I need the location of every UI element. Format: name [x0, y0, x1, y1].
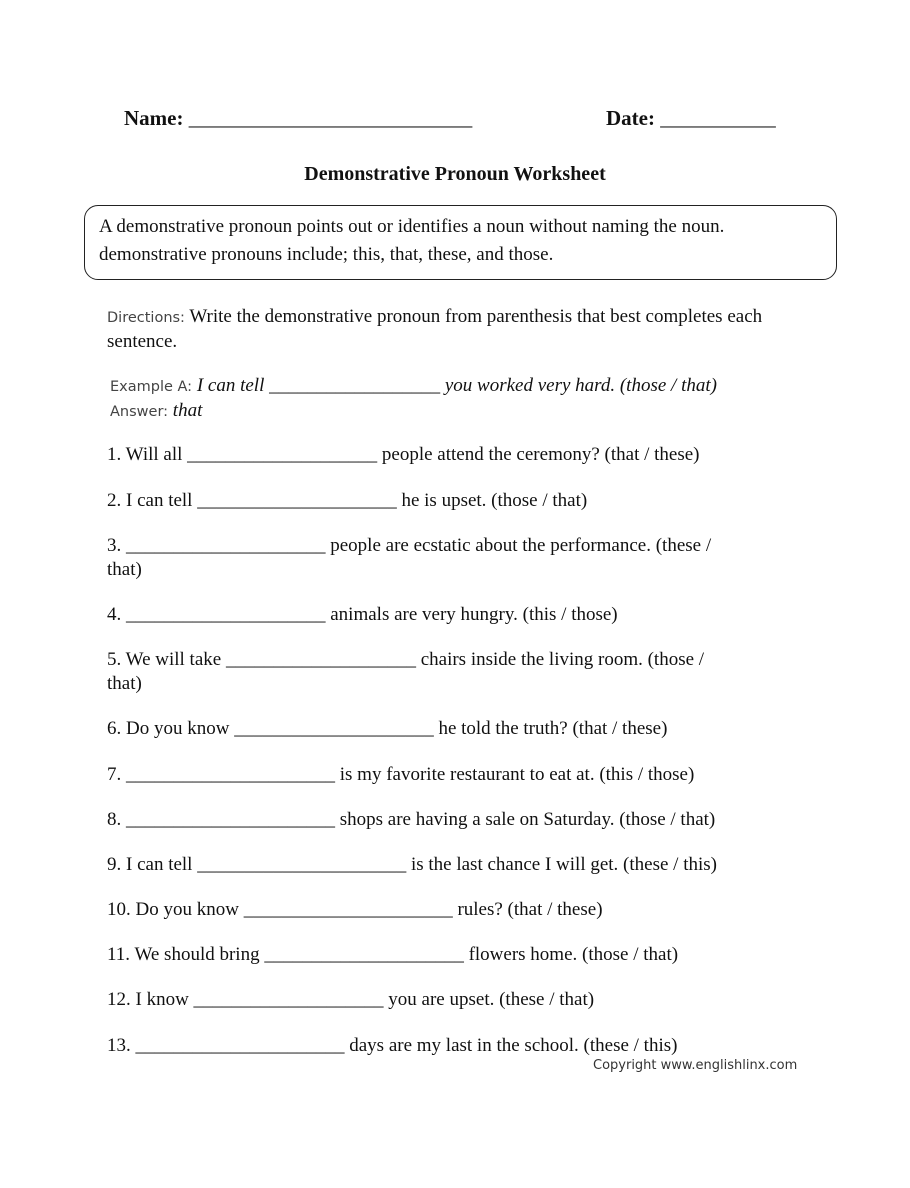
directions — [107, 305, 787, 354]
question-text: 13. ______________________ days are my last in the school. (these / this) — [107, 1035, 678, 1056]
answer-value: that — [172, 400, 203, 421]
question-text: 3. _____________________ people are ecstatic about the performance. (these / — [107, 535, 712, 556]
question-13[interactable] — [107, 1034, 787, 1058]
question-1[interactable] — [107, 443, 787, 467]
question-7[interactable] — [107, 763, 787, 787]
page-title: Demonstrative Pronoun Worksheet — [304, 163, 606, 185]
copyright-notice: Copyright www.englishlinx.com — [593, 1058, 798, 1073]
question-11[interactable] — [107, 943, 787, 967]
definition-line-2: demonstrative pronouns include; this, that, these, and those. — [99, 244, 554, 265]
question-8[interactable] — [107, 808, 787, 832]
example-line — [110, 374, 717, 399]
example-label: Example A: — [110, 379, 193, 395]
answer-line — [110, 399, 717, 424]
name-label: Name: — [124, 106, 184, 130]
question-text-continued: that) — [107, 673, 142, 694]
question-5[interactable] — [107, 648, 787, 696]
question-text-continued: that) — [107, 559, 142, 580]
question-12[interactable] — [107, 988, 787, 1012]
directions-text: Write the demonstrative pronoun from parenthesis that best completes each sentence. — [107, 306, 763, 352]
example-before: I can tell — [196, 375, 265, 396]
question-text: 1. Will all ____________________ people attend the ceremony? (that / these) — [107, 444, 700, 465]
definition-box — [84, 205, 837, 280]
example-after: you worked very hard. (those / that) — [444, 375, 717, 396]
date-label: Date: — [606, 106, 655, 130]
example-block — [110, 374, 717, 424]
question-4[interactable] — [107, 603, 787, 627]
question-10[interactable] — [107, 898, 787, 922]
question-text: 7. ______________________ is my favorite restaurant to eat at. (this / those) — [107, 764, 695, 785]
question-9[interactable] — [107, 853, 787, 877]
question-text: 6. Do you know _____________________ he told the truth? (that / these) — [107, 718, 668, 739]
answer-label: Answer: — [110, 404, 169, 420]
question-text: 2. I can tell _____________________ he is upset. (those / that) — [107, 490, 588, 511]
date-field — [606, 106, 776, 131]
example-blank: __________________ — [269, 375, 441, 396]
name-field — [124, 106, 472, 131]
question-3[interactable] — [107, 534, 787, 582]
question-text: 11. We should bring _____________________ flowers home. (those / that) — [107, 944, 679, 965]
question-text: 5. We will take ____________________ chairs inside the living room. (those / — [107, 649, 705, 670]
definition-line-1: A demonstrative pronoun points out or identifies a noun without naming the noun. — [99, 216, 725, 237]
question-2[interactable] — [107, 489, 787, 513]
directions-label: Directions: — [107, 310, 185, 326]
question-text: 4. _____________________ animals are very hungry. (this / those) — [107, 604, 618, 625]
date-blank[interactable]: ___________ — [660, 106, 776, 130]
question-6[interactable] — [107, 717, 787, 741]
question-text: 8. ______________________ shops are having a sale on Saturday. (those / that) — [107, 809, 716, 830]
question-text: 9. I can tell ______________________ is the last chance I will get. (these / this) — [107, 854, 717, 875]
name-blank[interactable]: ___________________________ — [188, 106, 473, 130]
question-text: 10. Do you know ______________________ rules? (that / these) — [107, 899, 603, 920]
question-text: 12. I know ____________________ you are upset. (these / that) — [107, 989, 595, 1010]
